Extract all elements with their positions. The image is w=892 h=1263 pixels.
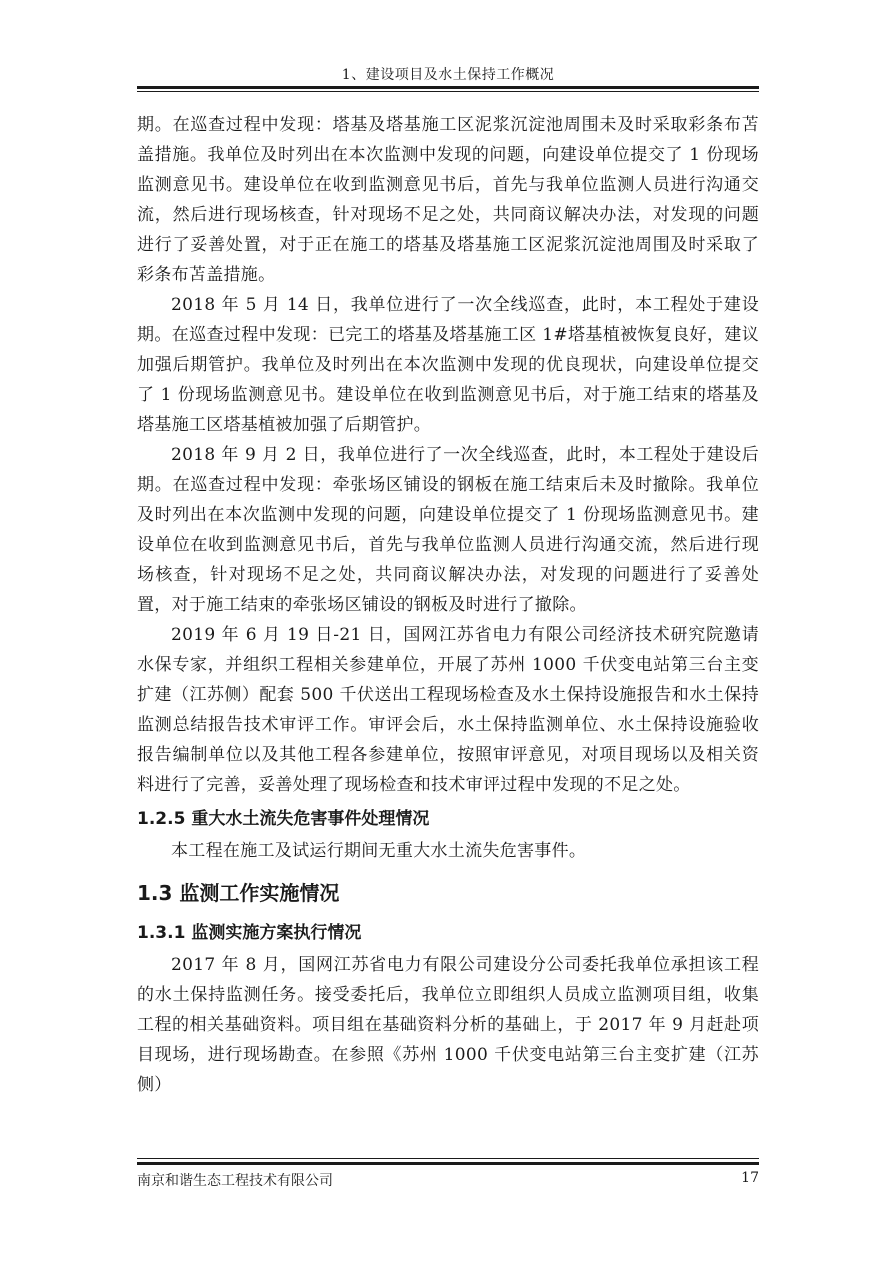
footer-rule-thin <box>137 1158 759 1159</box>
page-number: 17 <box>741 1170 759 1186</box>
paragraph-2018-05-14: 2018 年 5 月 14 日，我单位进行了一次全线巡查，此时，本工程处于建设期。在巡查过程中发现：已完工的塔基及塔基施工区 1#塔基植被恢复良好，建议加强后期管护。我单位及时列出在本次监测中发现的优良现状，向建设单位提交了 1 份现场监测意见书。建设单位在收到监测意见书后，对于施工结束的塔基及塔基施工区塔基植被加强了后期管护。 <box>137 295 759 435</box>
header-rule-thick <box>137 86 759 89</box>
header-rule-thin <box>137 91 759 92</box>
paragraph-2017-08: 2017 年 8 月，国网江苏省电力有限公司建设分公司委托我单位承担该工程的水土保持监测任务。接受委托后，我单位立即组织人员成立监测项目组，收集工程的相关基础资料。项目组在基础资料分析的基础上，于 2017 年 9 月赶赴项目现场，进行现场勘查。在参照《苏州 1000 千伏变电站第三台主变扩建（江苏侧） <box>137 955 759 1095</box>
paragraph-continued: 期。在巡查过程中发现：塔基及塔基施工区泥浆沉淀池周围未及时采取彩条布苫盖措施。我单位及时列出在本次监测中发现的问题，向建设单位提交了 1 份现场监测意见书。建设单位在收到监测意见书后，首先与我单位监测人员进行沟通交流，然后进行现场核查，针对现场不足之处，共同商议解决办法，对发现的问题进行了妥善处置，对于正在施工的塔基及塔基施工区泥浆沉淀池周围及时采取了彩条布苫盖措施。 <box>137 115 759 285</box>
body-content <box>137 110 759 1100</box>
running-header: 1、建设项目及水土保持工作概况 <box>341 67 555 83</box>
paragraph-2018-09-02: 2018 年 9 月 2 日，我单位进行了一次全线巡查，此时，本工程处于建设后期。在巡查过程中发现：牵张场区铺设的钢板在施工结束后未及时撤除。我单位及时列出在本次监测中发现的问题，向建设单位提交了 1 份现场监测意见书。建设单位在收到监测意见书后，首先与我单位监测人员进行沟通交流，然后进行现场核查，针对现场不足之处，共同商议解决办法，对发现的问题进行了妥善处置，对于施工结束的牵张场区铺设的钢板及时进行了撤除。 <box>137 445 759 615</box>
paragraph-no-major-events: 本工程在施工及试运行期间无重大水土流失危害事件。 <box>171 841 587 861</box>
footer-company: 南京和谐生态工程技术有限公司 <box>137 1173 333 1189</box>
heading-1-3: 1.3 监测工作实施情况 <box>137 881 340 905</box>
paragraph-2019-06-19: 2019 年 6 月 19 日-21 日，国网江苏省电力有限公司经济技术研究院邀请水保专家，并组织工程相关参建单位，开展了苏州 1000 千伏变电站第三台主变扩建（江苏侧）配套 500 千伏送出工程现场检查及水土保持设施报告和水土保持监测总结报告技术审评工作。审评会后，水土保持监测单位、水土保持设施验收报告编制单位以及其他工程各参建单位，按照审评意见，对项目现场以及相关资料进行了完善，妥善处理了现场检查和技术审评过程中发现的不足之处。 <box>137 625 759 795</box>
footer-rule-thick <box>137 1162 759 1165</box>
heading-1-3-1: 1.3.1 监测实施方案执行情况 <box>137 923 362 943</box>
heading-1-2-5: 1.2.5 重大水土流失危害事件处理情况 <box>137 809 430 829</box>
